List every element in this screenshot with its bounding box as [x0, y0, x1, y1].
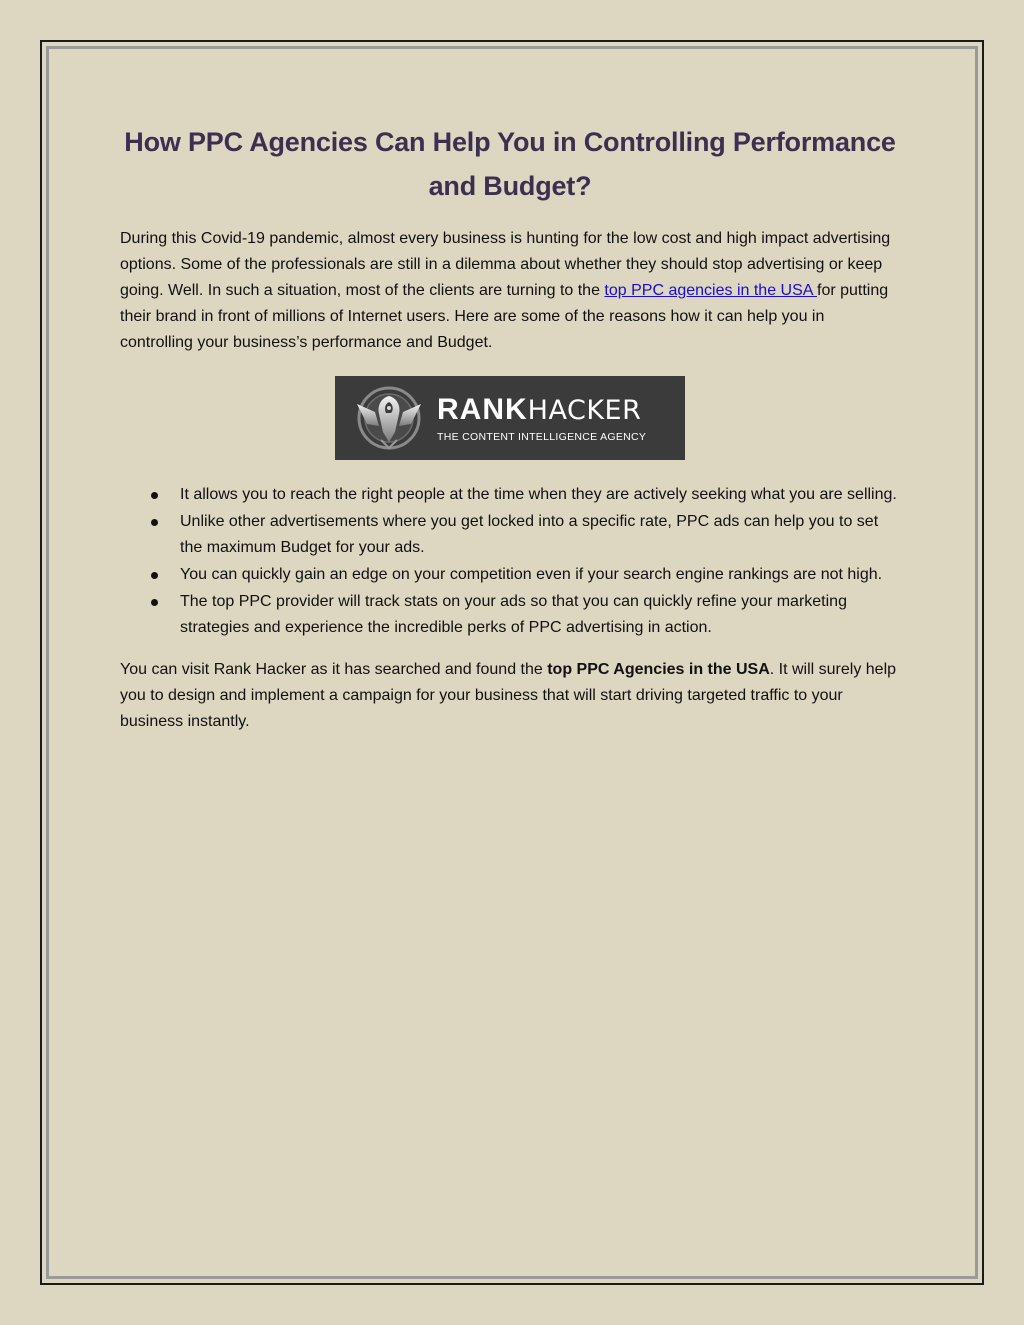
list-item — [120, 509, 900, 561]
intro-text-start: During this Covid-19 pandemic, almost every business is hunting for the low cost and high impact advertising options. Some of the professionals are still in a dilemma about whether they should stop advertising or keep going. Well. In such a situation, most of the clients are turning to the — [120, 230, 891, 299]
list-item — [120, 482, 900, 508]
intro-paragraph — [120, 226, 900, 356]
closing-bold-text: top PPC Agencies in the USA — [547, 661, 770, 678]
closing-text-start: You can visit Rank Hacker as it has searched and found the — [120, 661, 548, 678]
logo-word-hacker: HACKER — [527, 394, 642, 426]
eagle-emblem-icon — [355, 382, 423, 454]
list-item-text: The top PPC provider will track stats on your ads so that you can quickly refine your marketing strategies and experience the incredible perks of PPC advertising in action. — [180, 593, 847, 636]
rank-hacker-logo — [335, 376, 685, 460]
list-item-text: You can quickly gain an edge on your competition even if your search engine rankings are not high. — [180, 566, 883, 583]
closing-text-end: . It will surely help you to design and implement a campaign for your business that will start driving targeted traffic to your business instantly. — [120, 661, 897, 730]
logo-wordmark — [437, 394, 646, 427]
bullet-icon — [151, 599, 158, 606]
logo-text — [437, 394, 646, 443]
list-item — [120, 562, 900, 588]
bullet-icon — [151, 492, 158, 499]
top-ppc-agencies-link[interactable]: top PPC agencies in the USA — [604, 282, 817, 299]
bullet-icon — [151, 572, 158, 579]
logo-container — [120, 376, 900, 460]
intro-text-end: for putting their brand in front of millions of Internet users. Here are some of the reasons how it can help you in controlling your business’s performance and Budget. — [120, 282, 889, 351]
closing-paragraph — [120, 657, 900, 735]
bullet-icon — [151, 519, 158, 526]
list-item-text: Unlike other advertisements where you get locked into a specific rate, PPC ads can help you to set the maximum Budget for your ads. — [180, 513, 879, 556]
logo-word-rank: RANK — [437, 392, 528, 426]
logo-tagline: THE CONTENT INTELLIGENCE AGENCY — [437, 430, 647, 443]
list-item-text: It allows you to reach the right people at the time when they are actively seeking what you are selling. — [180, 486, 897, 503]
page-title: How PPC Agencies Can Help You in Controlling Performance and Budget? — [124, 127, 896, 201]
benefits-list — [120, 482, 900, 641]
document-content — [120, 120, 900, 735]
list-item — [120, 589, 900, 641]
